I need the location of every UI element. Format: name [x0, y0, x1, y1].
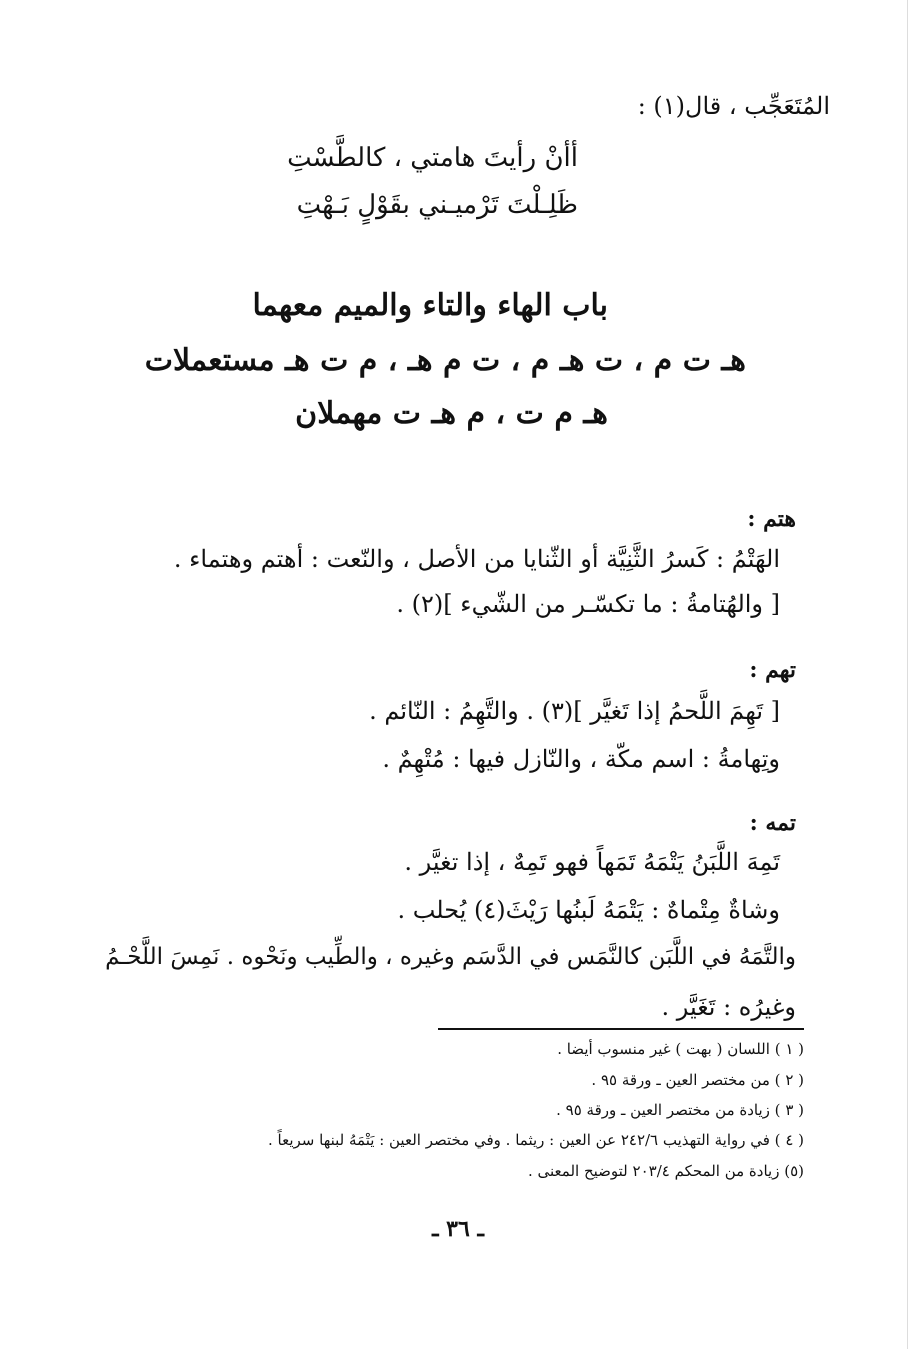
footnote-2: ( ٢ ) من مختصر العين ـ ورقة ٩٥ .	[591, 1071, 804, 1089]
footnote-1: ( ١ ) اللسان ( بهت ) غير منسوب أيضا .	[557, 1040, 804, 1058]
footnote-3: ( ٣ ) زيادة من مختصر العين ـ ورقة ٩٥ .	[556, 1101, 804, 1119]
verse-line-2: ظَلِـلْتَ تَرْميـني بقَوْلٍ بَـهْتِ	[296, 190, 578, 220]
entry-line: وغيرُه : تَغَيَّر .	[661, 993, 796, 1021]
entry-heading-thm: تهم :	[749, 657, 796, 683]
entry-line: تَمِهَ اللَّبَنُ يَتْمَهُ تَمَهاً فهو تَمِهٌ ، إذا تغيَّر .	[404, 848, 780, 876]
footnote-5: (٥) زيادة من المحكم ٢٠٣/٤ لتوضيح المعنى .	[527, 1162, 804, 1180]
page-number: ـ ٣٦ ـ	[432, 1216, 484, 1242]
entry-heading-htm: هتم :	[747, 506, 796, 532]
chapter-roots-used: هـ ت م ، ت هـ م ، ت م هـ ، م ت هـ مستعملات	[144, 343, 746, 378]
entry-line: [ والهُتامةُ : ما تكسّـر من الشّيء ](٢) .	[396, 590, 780, 618]
entry-line: وتِهامةُ : اسم مكّة ، والنّازل فيها : مُتْهِمٌ .	[382, 745, 780, 773]
footnote-divider	[438, 1028, 804, 1030]
entry-line: وشاةٌ مِتْماهٌ : يَتْمَهُ لَبنُها رَيْثَ(٤) يُحلب .	[397, 896, 780, 924]
entry-line: [ تَهِمَ اللَّحمُ إذا تَغيَّر ](٣) . والتَّهِمُ : النّائم .	[369, 697, 780, 725]
entry-heading-tmh: تمه :	[749, 810, 796, 836]
chapter-title: باب الهاء والتاء والميم معهما	[252, 288, 608, 323]
chapter-roots-unused: هـ م ت ، م هـ ت مهملان	[295, 396, 608, 431]
footnote-4: ( ٤ ) في رواية التهذيب ٢٤٢/٦ عن العين : ريثما . وفي مختصر العين : يَتْمَهُ لبنها سريعاً .	[268, 1131, 804, 1149]
entry-line: الهَتْمُ : كَسرُ الثَّنِيَّة أو الثّنايا من الأصل ، والنّعت : أهتم وهتماء .	[173, 545, 780, 573]
intro-line: المُتَعَجِّب ، قال(١) :	[637, 92, 830, 120]
entry-line: والتَّمَهُ في اللَّبَن كالنَّمَس في الدَّسَم وغيره ، والطِّيب ونَحْوه . نَمِسَ اللَّحْـمُ	[105, 944, 796, 970]
verse-line-1: أأنْ رأيتَ هامتي ، كالطَّسْتِ	[287, 143, 578, 173]
scan-edge-line	[907, 0, 908, 1349]
